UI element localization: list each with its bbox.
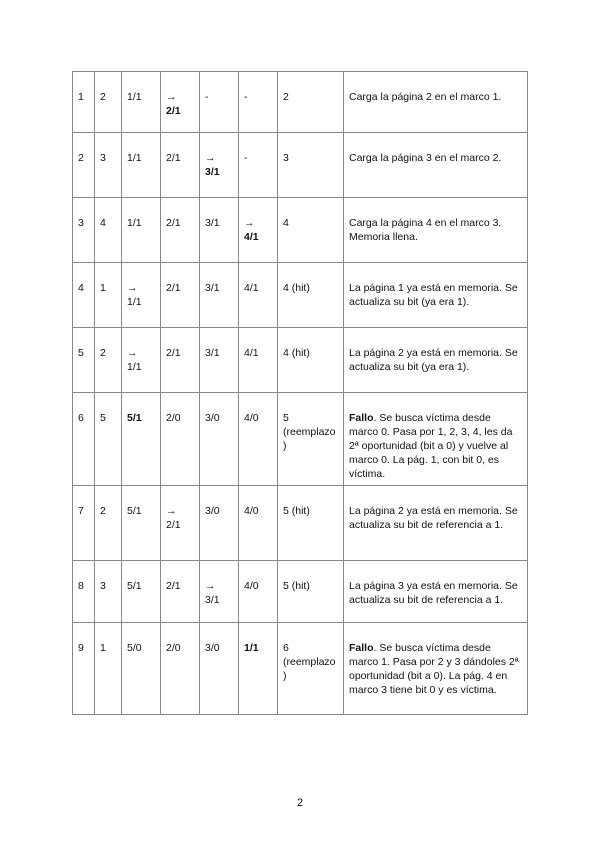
frame-value: 1/1: [127, 296, 142, 308]
frame-2-cell: [200, 263, 239, 328]
frame-value: 4/1: [244, 282, 259, 294]
frame-value: 3/0: [205, 642, 220, 654]
frame-0-cell: [122, 393, 161, 486]
description-cell: [344, 486, 528, 561]
frame-0-cell: [122, 561, 161, 623]
description-cell: [344, 72, 528, 133]
frame-value: -: [244, 91, 248, 103]
pointer-arrow-icon: →: [205, 580, 216, 592]
frame-value: 1/1: [127, 91, 142, 103]
frame-value: 2/1: [166, 347, 181, 359]
pointer-arrow-icon: →: [127, 282, 138, 294]
page-number: 2: [296, 797, 304, 809]
reference-cell: 1: [95, 263, 122, 328]
table-row: [73, 393, 528, 486]
frame-value: 2/0: [166, 412, 181, 424]
pointer-cell: 5 (reemplazo): [278, 393, 344, 486]
frame-value: 2/1: [166, 580, 181, 592]
step-cell: 9: [73, 623, 95, 715]
description-bold: Fallo: [349, 412, 374, 424]
pointer-cell: 3: [278, 133, 344, 198]
description-cell: [344, 263, 528, 328]
frame-value: -: [205, 91, 209, 103]
frame-3-cell: [239, 623, 278, 715]
description-text: La página 2 ya está en memoria. Se actualiza su bit de referencia a 1.: [349, 505, 518, 531]
frame-1-cell: [161, 623, 200, 715]
frame-value: 4/1: [244, 347, 259, 359]
frame-2-cell: [200, 486, 239, 561]
frame-0-cell: [122, 133, 161, 198]
frame-value: 1/1: [127, 217, 142, 229]
frame-1-cell: [161, 133, 200, 198]
step-cell: 2: [73, 133, 95, 198]
step-cell: 1: [73, 72, 95, 133]
table-row: [73, 198, 528, 263]
frame-0-cell: [122, 328, 161, 393]
description-text: La página 3 ya está en memoria. Se actualiza su bit de referencia a 1.: [349, 580, 518, 606]
reference-cell: 4: [95, 198, 122, 263]
pointer-cell: 4: [278, 198, 344, 263]
step-cell: 3: [73, 198, 95, 263]
description-bold: Fallo: [349, 642, 374, 654]
frame-2-cell: [200, 198, 239, 263]
frame-value: 4/1: [244, 231, 259, 243]
pointer-arrow-icon: →: [166, 91, 177, 103]
frame-value: -: [244, 152, 248, 164]
frame-value: 2/1: [166, 282, 181, 294]
table-row: [73, 486, 528, 561]
description-text: . Se busca víctima desde marco 0. Pasa por 1, 2, 3, 4, les da 2ª oportunidad (bit a 0) y vuelve al marco 0. La pág. 1, con bit 0, es víctima.: [349, 412, 513, 480]
description-cell: [344, 561, 528, 623]
frame-3-cell: [239, 561, 278, 623]
frame-1-cell: [161, 486, 200, 561]
frame-value: 5/1: [127, 580, 142, 592]
pointer-cell: 5 (hit): [278, 561, 344, 623]
frame-value: 4/0: [244, 412, 259, 424]
description-text: La página 2 ya está en memoria. Se actualiza su bit (ya era 1).: [349, 347, 518, 373]
frame-1-cell: [161, 72, 200, 133]
frame-value: 4/0: [244, 505, 259, 517]
description-text: La página 1 ya está en memoria. Se actualiza su bit (ya era 1).: [349, 282, 518, 308]
frame-1-cell: [161, 561, 200, 623]
frame-value: 2/1: [166, 519, 181, 531]
description-text: Carga la página 2 en el marco 1.: [349, 91, 502, 103]
frame-2-cell: [200, 328, 239, 393]
reference-cell: 3: [95, 561, 122, 623]
table-row: [73, 133, 528, 198]
frame-value: 4/0: [244, 580, 259, 592]
step-cell: 5: [73, 328, 95, 393]
reference-cell: 2: [95, 72, 122, 133]
frame-value: 5/1: [127, 412, 142, 424]
reference-cell: 1: [95, 623, 122, 715]
pointer-arrow-icon: →: [205, 152, 216, 164]
frame-value: 3/1: [205, 166, 220, 178]
table-row: [73, 561, 528, 623]
frame-3-cell: [239, 328, 278, 393]
step-cell: 4: [73, 263, 95, 328]
trace-table: [72, 71, 528, 715]
description-cell: [344, 133, 528, 198]
pointer-cell: 4 (hit): [278, 328, 344, 393]
frame-1-cell: [161, 198, 200, 263]
frame-0-cell: [122, 623, 161, 715]
step-cell: 7: [73, 486, 95, 561]
reference-cell: 3: [95, 133, 122, 198]
frame-0-cell: [122, 198, 161, 263]
frame-value: 5/0: [127, 642, 142, 654]
frame-2-cell: [200, 393, 239, 486]
description-cell: [344, 393, 528, 486]
step-cell: 6: [73, 393, 95, 486]
reference-cell: 5: [95, 393, 122, 486]
reference-cell: 2: [95, 486, 122, 561]
frame-3-cell: [239, 486, 278, 561]
table-row: [73, 623, 528, 715]
frame-value: 5/1: [127, 505, 142, 517]
frame-value: 1/1: [127, 152, 142, 164]
frame-2-cell: [200, 623, 239, 715]
frame-1-cell: [161, 393, 200, 486]
frame-3-cell: [239, 198, 278, 263]
frame-2-cell: [200, 72, 239, 133]
frame-value: 2/1: [166, 152, 181, 164]
pointer-cell: 2: [278, 72, 344, 133]
frame-3-cell: [239, 393, 278, 486]
frame-value: 3/0: [205, 505, 220, 517]
frame-2-cell: [200, 561, 239, 623]
frame-3-cell: [239, 133, 278, 198]
frame-value: 2/0: [166, 642, 181, 654]
frame-3-cell: [239, 263, 278, 328]
frame-value: 3/0: [205, 412, 220, 424]
frame-0-cell: [122, 263, 161, 328]
frame-value: 1/1: [127, 361, 142, 373]
step-cell: 8: [73, 561, 95, 623]
pointer-arrow-icon: →: [166, 505, 177, 517]
description-text: . Se busca víctima desde marco 1. Pasa por 2 y 3 dándoles 2ª oportunidad (bit a 0). La pág. 4 en marco 3 tiene bit 0 y es víctima.: [349, 642, 519, 696]
description-cell: [344, 328, 528, 393]
description-text: Carga la página 4 en el marco 3. Memoria llena.: [349, 217, 502, 243]
trace-table-body: [73, 72, 528, 715]
frame-value: 3/1: [205, 217, 220, 229]
table-row: [73, 263, 528, 328]
frame-value: 3/1: [205, 347, 220, 359]
table-row: [73, 72, 528, 133]
frame-0-cell: [122, 72, 161, 133]
frame-1-cell: [161, 328, 200, 393]
pointer-arrow-icon: →: [244, 217, 255, 229]
frame-1-cell: [161, 263, 200, 328]
description-cell: [344, 198, 528, 263]
frame-value: 2/1: [166, 105, 181, 117]
frame-value: 3/1: [205, 594, 220, 606]
table-row: [73, 328, 528, 393]
pointer-arrow-icon: →: [127, 347, 138, 359]
frame-value: 2/1: [166, 217, 181, 229]
frame-0-cell: [122, 486, 161, 561]
pointer-cell: 4 (hit): [278, 263, 344, 328]
pointer-cell: 5 (hit): [278, 486, 344, 561]
frame-2-cell: [200, 133, 239, 198]
description-cell: [344, 623, 528, 715]
frame-value: 1/1: [244, 642, 259, 654]
frame-3-cell: [239, 72, 278, 133]
reference-cell: 2: [95, 328, 122, 393]
description-text: Carga la página 3 en el marco 2.: [349, 152, 502, 164]
pointer-cell: 6 (reemplazo): [278, 623, 344, 715]
frame-value: 3/1: [205, 282, 220, 294]
